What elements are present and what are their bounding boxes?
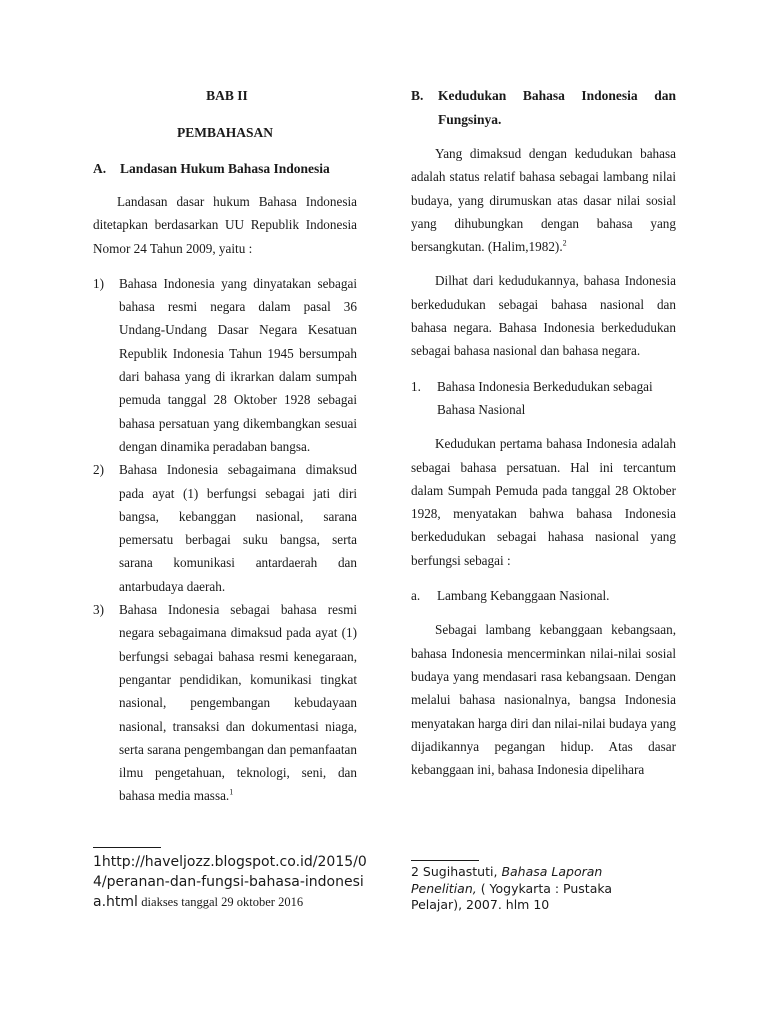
paragraph-1 <box>411 142 676 258</box>
chapter-title: PEMBAHASAN <box>176 125 273 140</box>
paragraph-3: Kedudukan pertama bahasa Indonesia adalah sebagai bahasa persatuan. Hal ini tercantum dalam Sumpah Pemuda pada tanggal 28 Oktober 1928, menyatakan bahwa bahasa Indonesia berkedudukan sebagai hahasa nasional yang berfungsi sebagai : <box>411 436 676 568</box>
footnote-1-url: 1http://haveljozz.blogspot.co.id/2015/04/peranan-dan-fungsi-bahasa-indonesia.html <box>93 854 367 910</box>
section-b-heading <box>411 84 676 132</box>
list-item-text: Bahasa Indonesia sebagaimana dimaksud pada ayat (1) berfungsi sebagai jati diri bangsa, kebanggan nasional, sarana pemersatu berbagai suku bangsa, serta sarana komunikasi antardaerah dan antarbudaya daerah. <box>119 462 357 594</box>
section-b-label: B. <box>411 88 424 103</box>
section-a-label: A. <box>93 161 107 176</box>
list-item-number: 3) <box>93 602 104 618</box>
footnote-2-publisher: ( Yogykarta : Pustaka Pelajar), 2007. hlm 10 <box>411 880 613 912</box>
intro-paragraph: Landasan dasar hukum Bahasa Indonesia ditetapkan berdasarkan UU Republik Indonesia Nomor 24 Tahun 2009, yaitu : <box>93 194 357 256</box>
subsection-a-row <box>411 584 676 607</box>
footnote-2-author: 2 Sugihastuti, <box>411 864 502 879</box>
subsection-1-row <box>411 375 676 422</box>
paragraph-2: Dilhat dari kedudukannya, bahasa Indonesia berkedudukan sebagai bahasa nasional dan bahasa negara. Bahasa Indonesia berkedudukan sebagai bahasa nasional dan bahasa negara. <box>411 273 676 359</box>
list-item-text: Bahasa Indonesia yang dinyatakan sebagai bahasa resmi negara dalam pasal 36 Undang-Undang Dasar Negara Kesatuan Republik Indonesia Tahun 1945 bersumpah dari bahasa yang di ikrarkan dalam sumpah pemuda tanggal 28 Oktober 1928 sebagai bahasa persatuan yang dikembangkan sesuai dengan dinamika peradaban bangsa. <box>119 275 357 454</box>
list-item-number: 2) <box>93 462 104 478</box>
section-b-title: Kedudukan Bahasa Indonesia dan Fungsinya. <box>438 88 676 127</box>
list-item <box>93 598 357 808</box>
list-item <box>93 458 357 598</box>
subsection-1-label: 1. <box>411 378 421 394</box>
footnote-ref-1: 1 <box>229 788 234 798</box>
paragraph-1-text: Yang dimaksud dengan kedudukan bahasa adalah status relatif bahasa sebagai lambang nilai budaya, yang dirumuskan atas dasar nilai sosial yang dihubungkan dengan bahasa yang bersangkutan. (Halim,1982). <box>411 146 676 255</box>
subsection-1-title: Bahasa Indonesia Berkedudukan sebagai Bahasa Nasional <box>437 378 653 417</box>
footnote-2 <box>411 864 636 914</box>
subsection-1-heading <box>411 375 676 422</box>
subsection-a-title: Lambang Kebanggaan Nasional. <box>437 588 610 604</box>
footnote-separator-right <box>411 860 479 861</box>
legal-basis-list <box>93 272 357 808</box>
footnote-separator-left <box>93 847 161 848</box>
list-item-body: Bahasa Indonesia sebagai bahasa resmi negara sebagaimana dimaksud pada ayat (1) berfungsi sebagai bahasa resmi kenegaraan, pengantar pendidikan, komunikasi tingkat nasional, pengembangan kebudayaan nasional, transaksi dan dokumentasi niaga, serta sarana pengembangan dan pemanfaatan ilmu pengetahuan, teknologi, seni, dan bahasa media massa. <box>119 602 357 804</box>
section-a-title: Landasan Hukum Bahasa Indonesia <box>120 161 330 176</box>
chapter-number: BAB II <box>206 88 248 103</box>
footnote-1 <box>93 852 368 912</box>
subsection-a-label: a. <box>411 588 421 604</box>
list-item <box>93 272 357 458</box>
section-a-heading <box>93 157 357 181</box>
paragraph-4: Sebagai lambang kebanggaan kebangsaan, bahasa Indonesia mencerminkan nilai-nilai sosial budaya yang mendasari rasa kebangsaan. Dengan melalui bahasa nasionalnya, bangsa Indonesia menyatakan harga diri dan nilai-nilai budaya yang dijadikannya pegangan hidup. Atas dasar kebanggaan ini, bahasa Indonesia dipelihara <box>411 622 676 778</box>
left-column <box>93 84 357 808</box>
footnote-ref-2: 2 <box>562 238 567 248</box>
footnote-1-access: diakses tanggal 29 oktober 2016 <box>141 895 304 909</box>
right-column <box>411 84 676 781</box>
footnote-2-title: Bahasa Laporan Penelitian, <box>411 864 603 896</box>
list-item-number: 1) <box>93 275 104 291</box>
subsection-a-heading <box>411 584 676 607</box>
list-item-text <box>119 598 357 808</box>
